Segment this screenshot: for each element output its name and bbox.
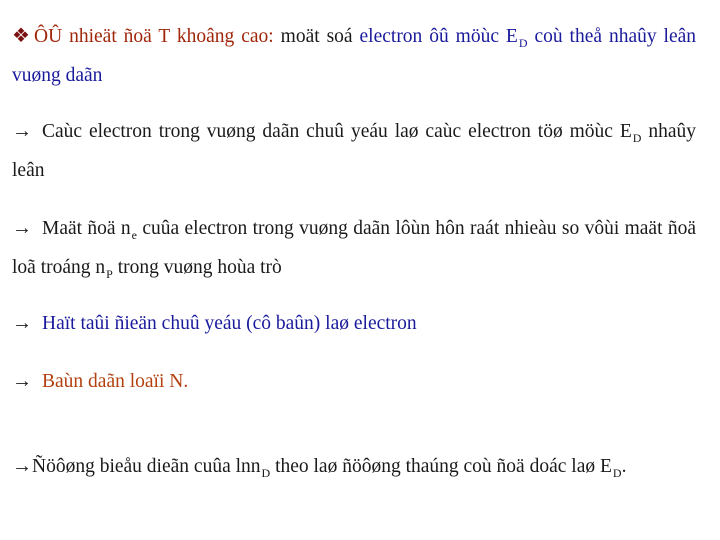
arrow-icon: → bbox=[12, 120, 32, 142]
condition-text-2: electron ôû möùc E bbox=[359, 26, 518, 47]
density-sub-e: e bbox=[131, 228, 137, 242]
conduction-sub: D bbox=[632, 131, 642, 145]
density-text-2: cuûa electron trong vuøng daãn lôùn hôn raát nhieàu so vôùi maät ñoä loã troáng n bbox=[12, 218, 696, 278]
density-text-1: Maät ñoä n bbox=[42, 218, 131, 239]
arrow-icon: → bbox=[12, 370, 32, 392]
slope-sub-d: D bbox=[261, 466, 271, 480]
condition-lead: ÔÛ nhieät ñoä T khoâng cao: bbox=[34, 26, 274, 47]
n-type-text: Baùn daãn loaïi N. bbox=[42, 371, 189, 392]
paragraph-conduction-electrons bbox=[12, 112, 696, 190]
density-sub-p: P bbox=[106, 267, 113, 281]
paragraph-graph-slope bbox=[12, 447, 696, 487]
slope-sub-ed: D bbox=[612, 466, 622, 480]
condition-sub: D bbox=[518, 36, 528, 50]
arrow-icon: → bbox=[12, 312, 32, 334]
conduction-text-1: Caùc electron trong vuøng daãn chuû yeáu laø caùc electron töø möùc E bbox=[42, 121, 632, 142]
paragraph-density bbox=[12, 209, 696, 288]
slope-text-1: Ñöôøng bieåu dieãn cuûa lnn bbox=[32, 456, 261, 477]
paragraph-majority-carrier bbox=[12, 304, 696, 343]
arrow-icon: → bbox=[12, 217, 32, 239]
density-text-3: trong vuøng hoùa trò bbox=[112, 257, 282, 278]
majority-carrier-text: Haït taûi ñieän chuû yeáu (cô baûn) laø electron bbox=[42, 313, 417, 334]
diamond-bullet-icon: ❖ bbox=[12, 25, 32, 47]
paragraph-condition bbox=[12, 17, 696, 95]
arrow-icon: → bbox=[12, 455, 32, 477]
slope-text-2: theo laø ñöôøng thaúng coù ñoä doác laø E bbox=[270, 456, 612, 477]
slope-text-3: . bbox=[621, 456, 627, 477]
condition-text-1: moät soá bbox=[273, 26, 360, 47]
paragraph-n-type bbox=[12, 362, 696, 401]
condition-text-3: coù theå nhaûy leân vuøng daãn bbox=[12, 26, 697, 86]
conduction-text-2: nhaûy leân bbox=[12, 121, 697, 181]
